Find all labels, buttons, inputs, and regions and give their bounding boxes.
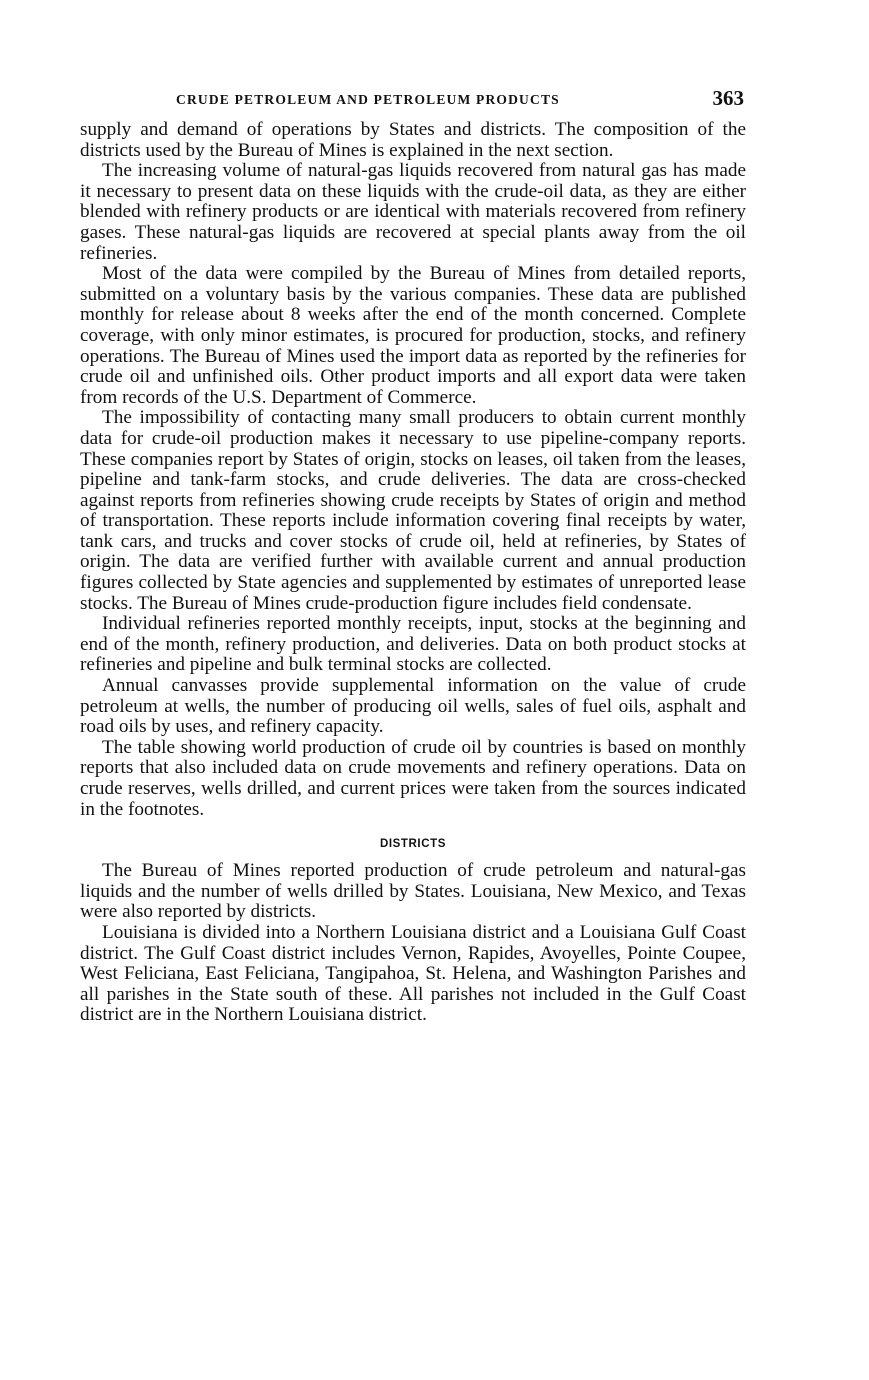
paragraph-districts-overview: The Bureau of Mines reported production of crude petroleum and natural-gas liquids and the number of wells drilled by States. Louisiana, New Mexico, and Texas were also reported by districts. — [80, 860, 746, 923]
running-header — [80, 86, 746, 112]
paragraph-data-compilation: Most of the data were compiled by the Bureau of Mines from detailed reports, submitted on a voluntary basis by the various companies. These data are published monthly for release about 8 weeks after the end of the month concerned. Complete coverage, with only minor estimates, is procured for production, stocks, and refinery operations. The Bureau of Mines used the import data as reported by the refineries for crude oil and unfinished oils. Other product imports and all export data were taken from records of the U.S. Department of Commerce. — [80, 263, 746, 408]
paragraph-pipeline-reports: The impossibility of contacting many small producers to obtain current monthly data for crude-oil production makes it necessary to use pipeline-company reports. These companies report by States of origin, stocks on leases, oil taken from the leases, pipeline and tank-farm stocks, and crude deliveries. The data are cross-checked against reports from refineries showing crude receipts by States of origin and method of transportation. These reports include information covering final receipts by water, tank cars, and trucks and cover stocks of crude oil, held at refineries, by States of origin. The data are verified further with available current and annual production figures collected by State agencies and supplemented by estimates of unreported lease stocks. The Bureau of Mines crude-production figure includes field condensate. — [80, 407, 746, 614]
paragraph-refineries: Individual refineries reported monthly receipts, input, stocks at the beginning and end of the month, refinery production, and deliveries. Data on both product stocks at refineries and pipeline and bulk terminal stocks are collected. — [80, 613, 746, 676]
paragraph-continuation: supply and demand of operations by States and districts. The composition of the districts used by the Bureau of Mines is explained in the next section. — [80, 119, 746, 161]
paragraph-louisiana-districts: Louisiana is divided into a Northern Louisiana district and a Louisiana Gulf Coast district. The Gulf Coast district includes Vernon, Rapides, Avoyelles, Pointe Coupee, West Feliciana, East Feliciana, Tangipahoa, St. Helena, and Washington Parishes and all parishes in the State south of these. All parishes not included in the Gulf Coast district are in the Northern Louisiana district. — [80, 921, 746, 1026]
paragraph-annual-canvasses: Annual canvasses provide supplemental information on the value of crude petroleum at wells, the number of producing oil wells, sales of fuel oils, asphalt and road oils by uses, and refinery capacity. — [80, 675, 746, 738]
page-number: 363 — [712, 86, 744, 110]
document-page — [80, 86, 746, 1026]
running-title: CRUDE PETROLEUM AND PETROLEUM PRODUCTS — [176, 92, 560, 107]
paragraph-world-production: The table showing world production of crude oil by countries is based on monthly reports that also included data on crude movements and refinery operations. Data on crude reserves, wells drilled, and current prices were taken from the sources indicated in the footnotes. — [80, 736, 746, 820]
section-heading-districts: DISTRICTS — [379, 838, 447, 851]
paragraph-natural-gas-liquids: The increasing volume of natural-gas liquids recovered from natural gas has made it necessary to present data on these liquids with the crude-oil data, as they are either blended with refinery products or are identical with materials recovered from refinery gases. These natural-gas liquids are recovered at special plants away from the oil refineries. — [80, 160, 746, 264]
